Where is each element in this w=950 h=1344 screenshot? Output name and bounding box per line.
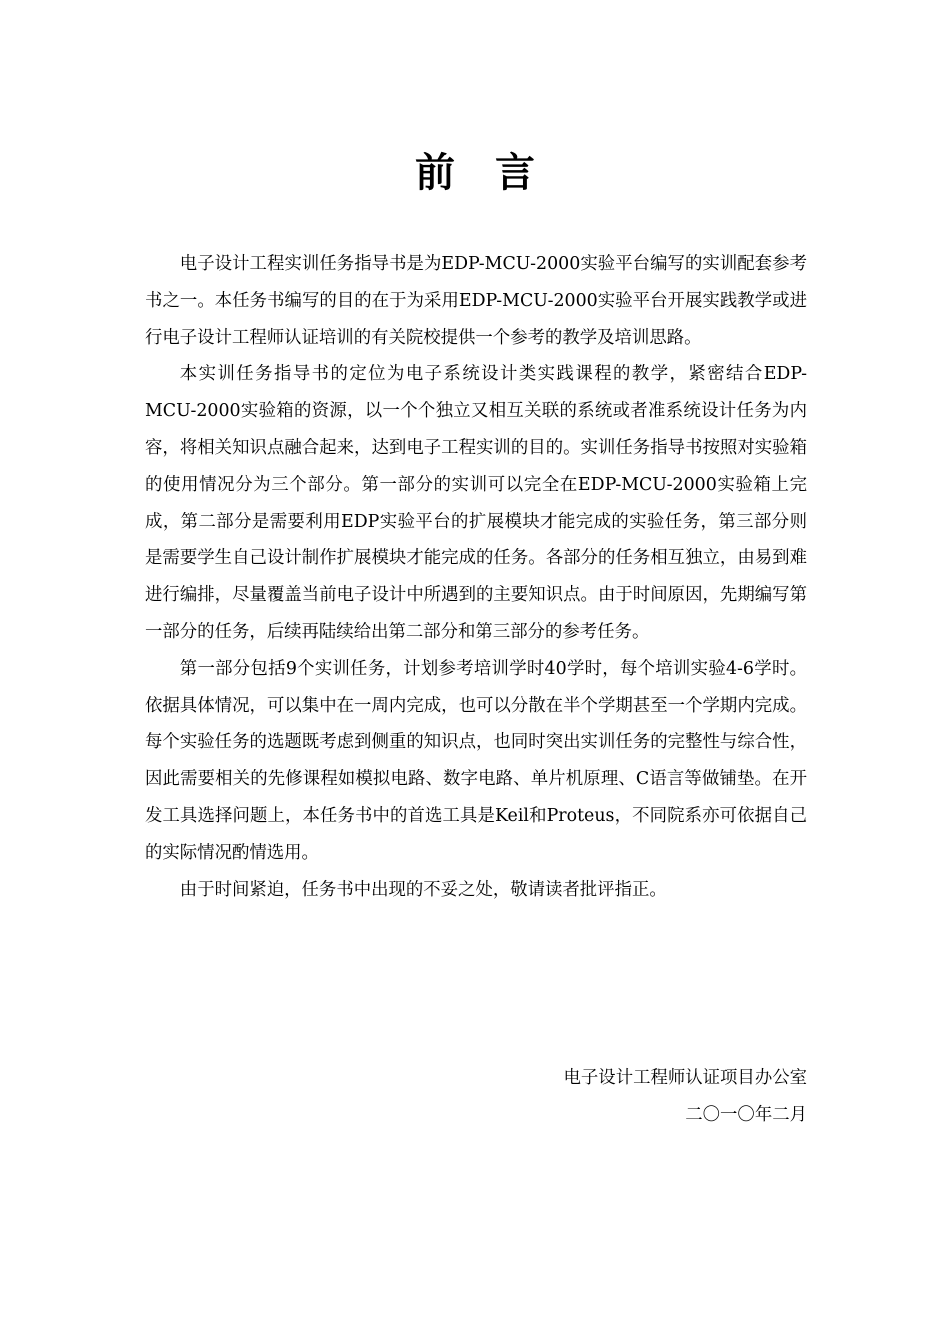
signature-block bbox=[564, 1060, 807, 1133]
paragraph-3: 第一部分包括9个实训任务，计划参考培训学时40学时，每个培训实验4-6学时。依据具体情况，可以集中在一周内完成，也可以分散在半个学期甚至一个学期内完成。每个实验任务的选题既考虑到侧重的知识点，也同时突出实训任务的完整性与综合性，因此需要相关的先修课程如模拟电路、数字电路、单片机原理、C语言等做铺垫。在开发工具选择问题上，本任务书中的首选工具是Keil和Proteus，不同院系亦可依据自己的实际情况酌情选用。 bbox=[145, 658, 807, 863]
signature-organization: 电子设计工程师认证项目办公室 bbox=[563, 1068, 807, 1088]
paragraph-1: 电子设计工程实训任务指导书是为EDP-MCU-2000实验平台编写的实训配套参考书之一。本任务书编写的目的在于为采用EDP-MCU-2000实验平台开展实践教学或进行电子设计工程师认证培训的有关院校提供一个参考的教学及培训思路。 bbox=[145, 254, 807, 348]
signature-date: 二〇一〇年二月 bbox=[685, 1104, 807, 1125]
page-title: 前言 bbox=[415, 150, 575, 196]
preface-body bbox=[145, 246, 807, 908]
paragraph-4: 由于时间紧迫，任务书中出现的不妥之处，敬请读者批评指正。 bbox=[179, 879, 667, 900]
paragraph-2: 本实训任务指导书的定位为电子系统设计类实践课程的教学，紧密结合EDP-MCU-2000实验箱的资源，以一个个独立又相互关联的系统或者准系统设计任务为内容，将相关知识点融合起来，达到电子工程实训的目的。实训任务指导书按照对实验箱的使用情况分为三个部分。第一部分的实训可以完全在EDP-MCU-2000实验箱上完成，第二部分是需要利用EDP实验平台的扩展模块才能完成的实验任务，第三部分则是需要学生自己设计制作扩展模块才能完成的任务。各部分的任务相互独立，由易到难进行编排，尽量覆盖当前电子设计中所遇到的主要知识点。由于时间原因，先期编写第一部分的任务，后续再陆续给出第二部分和第三部分的参考任务。 bbox=[145, 364, 807, 642]
